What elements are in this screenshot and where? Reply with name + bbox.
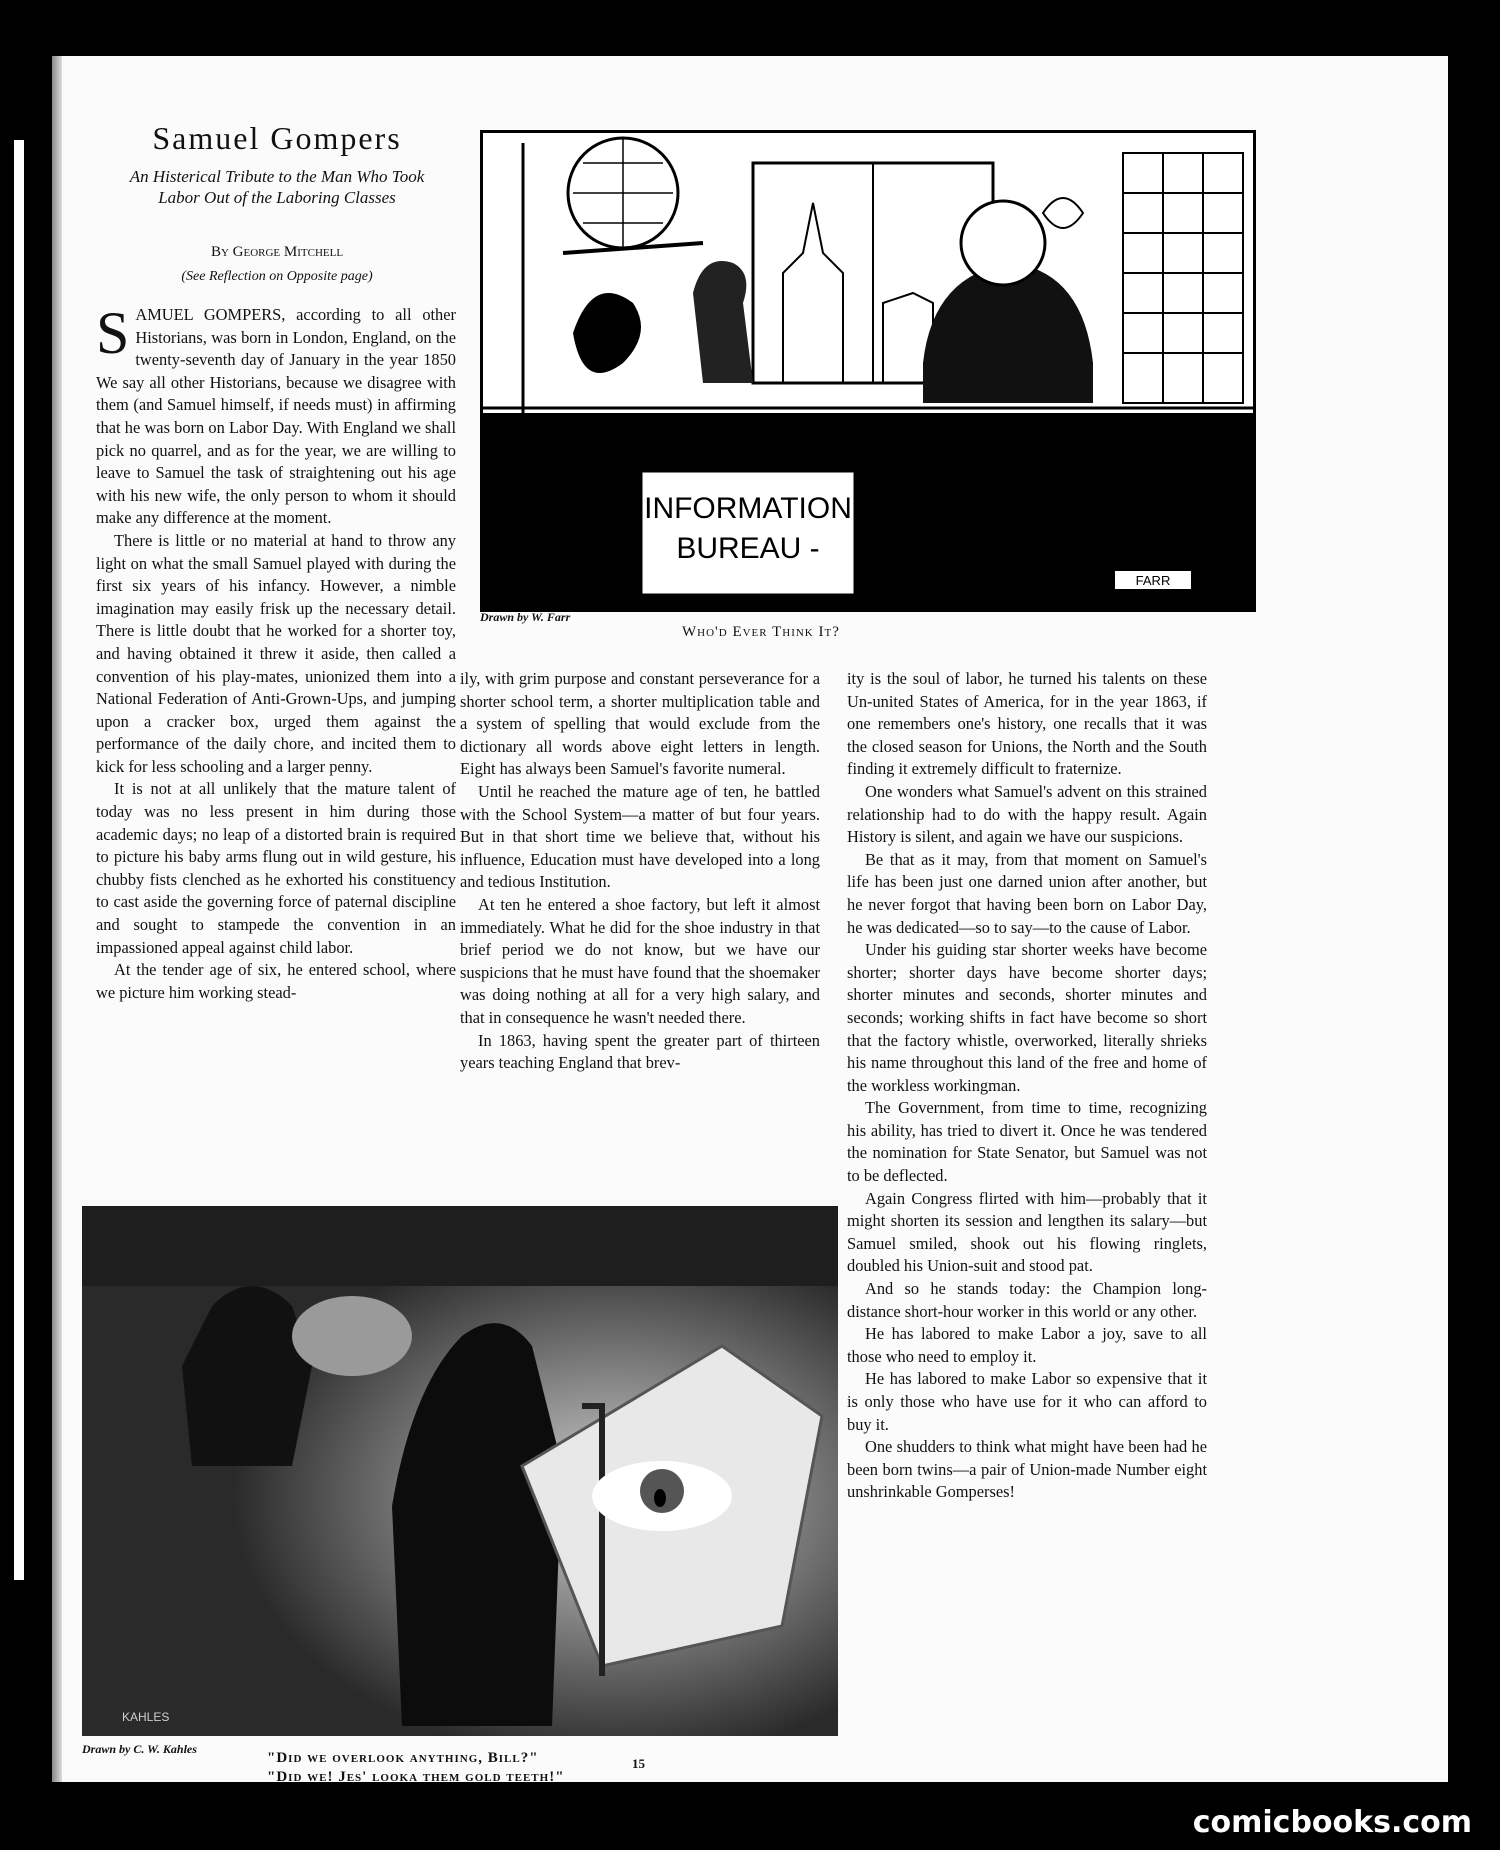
article-title: Samuel Gompers: [152, 120, 402, 156]
paragraph: At ten he entered a shoe factory, but left it almost immediately. What he did for the shoe industry in that brief period we do not know, but we have our suspicions that he must have found that the shoemaker was doing nothing at all for a very high salary, and that in consequence he wasn't needed there.: [460, 894, 820, 1027]
drop-cap: S: [96, 300, 130, 366]
article-column-3: [847, 668, 1207, 1504]
article-byline: By George Mitchell: [210, 244, 344, 260]
paragraph: In 1863, having spent the greater part of thirteen years teaching England that brev-: [460, 1030, 820, 1073]
page-spine-shadow: [52, 56, 62, 1782]
cartoon-1-credit: Drawn by W. Farr: [480, 610, 571, 624]
cartoon-2-credit: Drawn by C. W. Kahles: [82, 1742, 197, 1756]
article-subtitle: An Histerical Tribute to the Man Who Took Labor Out of the Laboring Classes: [129, 167, 425, 207]
illustration-drawing: [82, 1206, 838, 1736]
paragraph: The Government, from time to time, recognizing his ability, has tried to divert it. Once he was tendered the nomination for State Senator, but Samuel was not to be deflected.: [847, 1098, 1207, 1186]
paragraph: He has labored to make Labor a joy, save to all those who need to employ it.: [847, 1324, 1207, 1366]
article-column-1: [96, 300, 456, 1004]
scan-edge-stripe: [14, 140, 24, 1580]
magazine-page: [52, 56, 1448, 1785]
paragraph: Until he reached the mature age of ten, he battled with the School System—a matter of but four years. But in that short time we believe that, without his influence, Education must have developed into a long and tedious Institution.: [460, 781, 820, 892]
paragraph: Be that as it may, from that moment on Samuel's life has been just one darned union after another, but he never forgot that having been born on Labor Day, he was dedicated—so to say—to the cause of Labor.: [847, 849, 1207, 937]
sign-line-1: INFORMATION: [644, 492, 852, 525]
paragraph: ily, with grim purpose and constant perseverance for a shorter school term, a shorter multiplication table and a system of spelling that would exclude from the dictionary all words above eight letters in length. Eight has always been Samuel's favorite numeral.: [460, 669, 820, 779]
paragraph: One shudders to think what might have been had he been born twins—a pair of Union-made Number eight unshrinkable Gomperses!: [847, 1437, 1207, 1502]
cartoon-1-caption: Who'd Ever Think It?: [682, 624, 840, 640]
paragraph: And so he stands today: the Champion long-distance short-hour worker in this world or any other.: [847, 1279, 1207, 1321]
paragraph: Under his guiding star shorter weeks have become shorter; shorter days have become shorter days; shorter minutes and seconds, shorter minutes and seconds; working shifts in fact have become so short that the factory whistle, overworked, literally shrieks his name throughout this land of the free and home of the workless workingman.: [847, 940, 1207, 1095]
site-watermark: comicbooks.com: [1192, 1805, 1472, 1840]
paragraph: ity is the soul of labor, he turned his talents on these Un-united States of America, for in the year 1863, if one remembers one's history, one recalls that it was the closed season for Unions, the North and the South finding it extremely difficult to fraternize.: [847, 669, 1207, 779]
cartoon-2-caption-line-1: "Did we overlook anything, Bill?": [267, 1750, 539, 1766]
cartoon-signature: FARR: [1135, 573, 1171, 588]
paragraph: It is not at all unlikely that the mature talent of today was no less present in him during those academic days; no leap of a distorted brain is required to picture his baby arms flung out in wild gesture, his chubby fists clenched as he exhorted his constituency to cast aside the governing force of paternal discipline and sought to stampede the convention in an impassioned appeal against child labor.: [96, 779, 456, 957]
burglars-bedroom-illustration: [82, 1206, 838, 1736]
sign-line-2: BUREAU -: [676, 532, 820, 565]
scan-left-margin: [0, 0, 48, 1850]
page-number: 15: [632, 1756, 645, 1771]
see-reflection-note: (See Reflection on Opposite page): [181, 269, 373, 284]
article-column-2: [460, 668, 820, 1075]
paragraph: There is little or no material at hand to throw any light on what the small Samuel played with during the first six years of his infancy. However, a nimble imagination may easily frisk up the necessary detail. There is little doubt that he worked for a shorter toy, and having obtained it threw it aside, then called a convention of his play-mates, unionized them into a National Federation of Anti-Grown-Ups, and jumping upon a cracker box, urged them against the performance of the daily chore, and incited them to kick for less schooling and a larger penny.: [96, 530, 456, 776]
paragraph: SAMUEL GOMPERS, according to all other Historians, was born in London, England, on the twenty-seventh day of January in the year 1850 We say all other Historians, because we disagree with them (and Samuel himself, if needs must) in affirming that he was born on Labor Day. With England we shall pick no quarrel, and as for the year, we are willing to leave to Samuel the task of straightening out his age with his new wife, the only person to whom it should make any difference at the moment.: [96, 300, 456, 528]
illustration-signature: KAHLES: [122, 1710, 170, 1724]
information-bureau-cartoon: [480, 130, 1256, 612]
cartoon-illustration: [483, 133, 1253, 609]
cartoon-2-caption-line-2: "Did we! Jes' looka them gold teeth!": [267, 1769, 565, 1785]
paragraph: Again Congress flirted with him—probably that it might shorten its session and lengthen its salary—but Samuel smiled, shook out his flowing ringlets, doubled his Union-suit and stood pat.: [847, 1188, 1207, 1276]
paragraph: One wonders what Samuel's advent on this strained relationship had to do with the happy result. Again History is silent, and again we have our suspicions.: [847, 781, 1207, 847]
paragraph: At the tender age of six, he entered school, where we picture him working stead-: [96, 960, 456, 1002]
paragraph: He has labored to make Labor so expensive that it is only those who have use for it who can afford to buy it.: [847, 1369, 1207, 1434]
